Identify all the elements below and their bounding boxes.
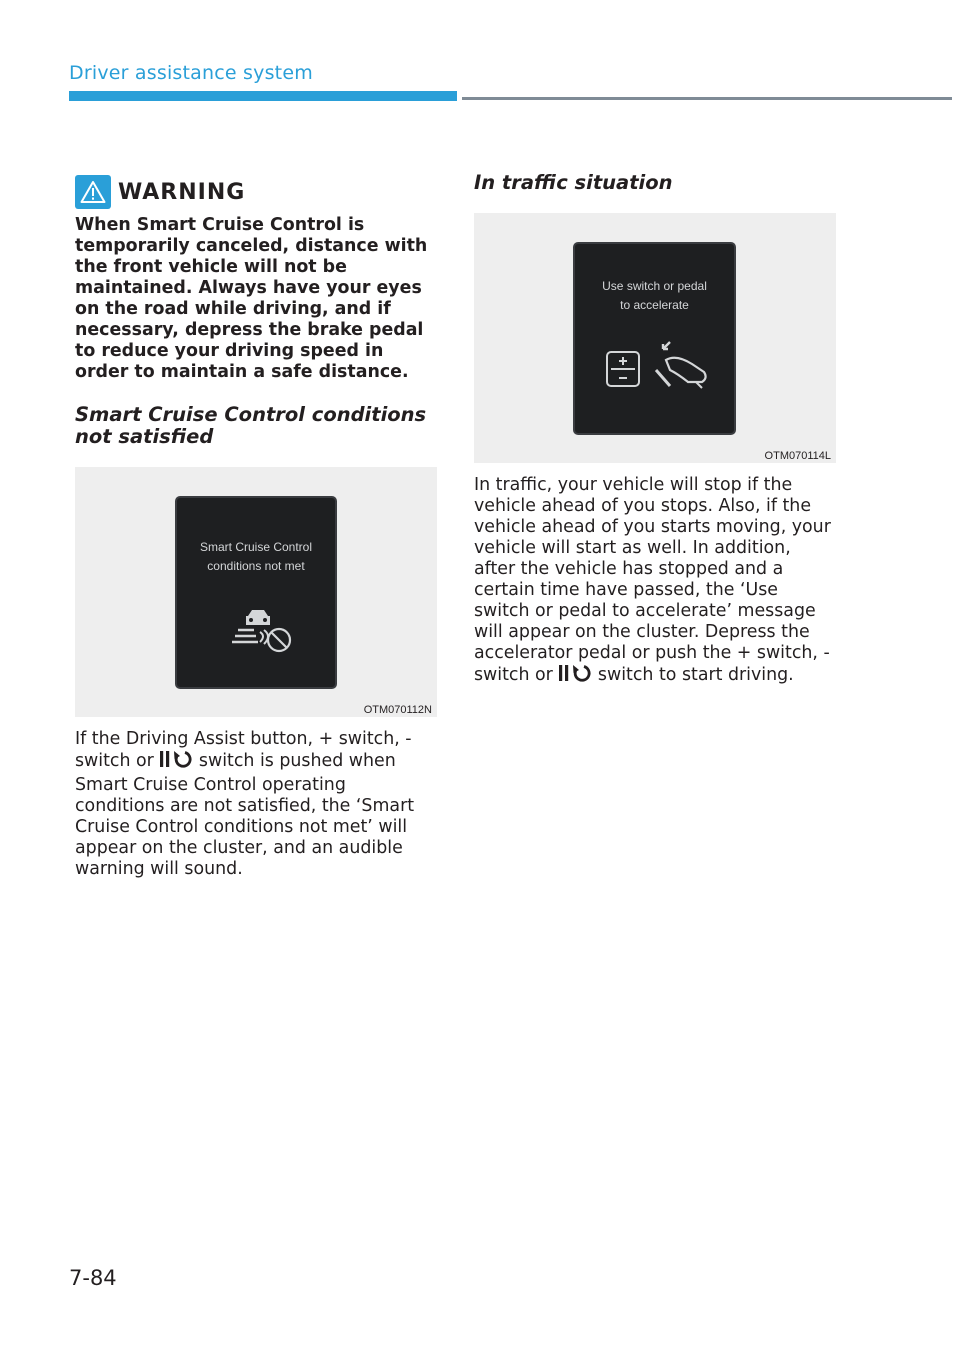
conditions-paragraph <box>75 729 437 880</box>
conditions-text-part1: If the Driving Assist button, + switch, - switch or <box>75 729 412 771</box>
conditions-text-part2: switch is pushed when Smart Cruise Control operating conditions are not satisfied, the ‘Smart Cruise Control conditions not met’ will appear on the cluster, and an audible warning will sound. <box>75 751 415 879</box>
traffic-paragraph <box>474 475 836 689</box>
figure-traffic <box>474 213 836 463</box>
warning-text: When Smart Cruise Control is temporarily canceled, distance with the front vehicle will not be maintained. Always have your eyes on the road while driving, and if necessary, depress the brake pedal to reduce your driving speed in order to maintain a safe distance. <box>75 215 428 382</box>
pause-resume-switch-icon <box>159 750 193 775</box>
pause-resume-switch-icon <box>558 664 592 689</box>
car-radar-blocked-icon <box>232 610 292 660</box>
page-number: 7-84 <box>69 1266 117 1290</box>
section-heading-conditions: Smart Cruise Control conditions not satisfied <box>75 403 427 448</box>
figure-conditions-not-met <box>75 467 437 717</box>
cluster-message-line2: conditions not met <box>207 559 305 573</box>
warning-title: WARNING <box>118 179 246 205</box>
figure-code: OTM070114L <box>764 450 831 462</box>
warning-header <box>75 175 437 209</box>
cluster-message-line1: Use switch or pedal <box>602 279 707 293</box>
warning-triangle-icon <box>75 175 111 209</box>
traffic-text-part2: switch to start driving. <box>597 665 794 685</box>
cluster-display <box>175 496 337 689</box>
traffic-text-part1: In traffic, your vehicle will stop if the vehicle ahead of you stops. Also, if the vehicle ahead of you starts moving, your vehicle will start as well. In addition, after the vehicle has stopped and a certain time have passed, the ‘Use switch or pedal to accelerate’ message will appear on the cluster. Depress the accelerator pedal or push the + switch, - switch or <box>474 475 831 685</box>
right-column <box>474 172 836 689</box>
foot-pedal-icon <box>652 340 712 396</box>
section-title: Driver assistance system <box>69 62 313 84</box>
header-accent-bar <box>69 91 457 101</box>
plus-minus-switch-icon <box>606 351 640 391</box>
figure-code: OTM070112N <box>363 704 432 716</box>
header-divider <box>462 97 952 100</box>
cluster-message-line1: Smart Cruise Control <box>199 540 313 554</box>
cluster-message-line2: to accelerate <box>620 298 689 312</box>
section-heading-traffic: In traffic situation <box>474 171 673 194</box>
left-column <box>75 175 437 880</box>
cluster-display <box>573 242 736 435</box>
